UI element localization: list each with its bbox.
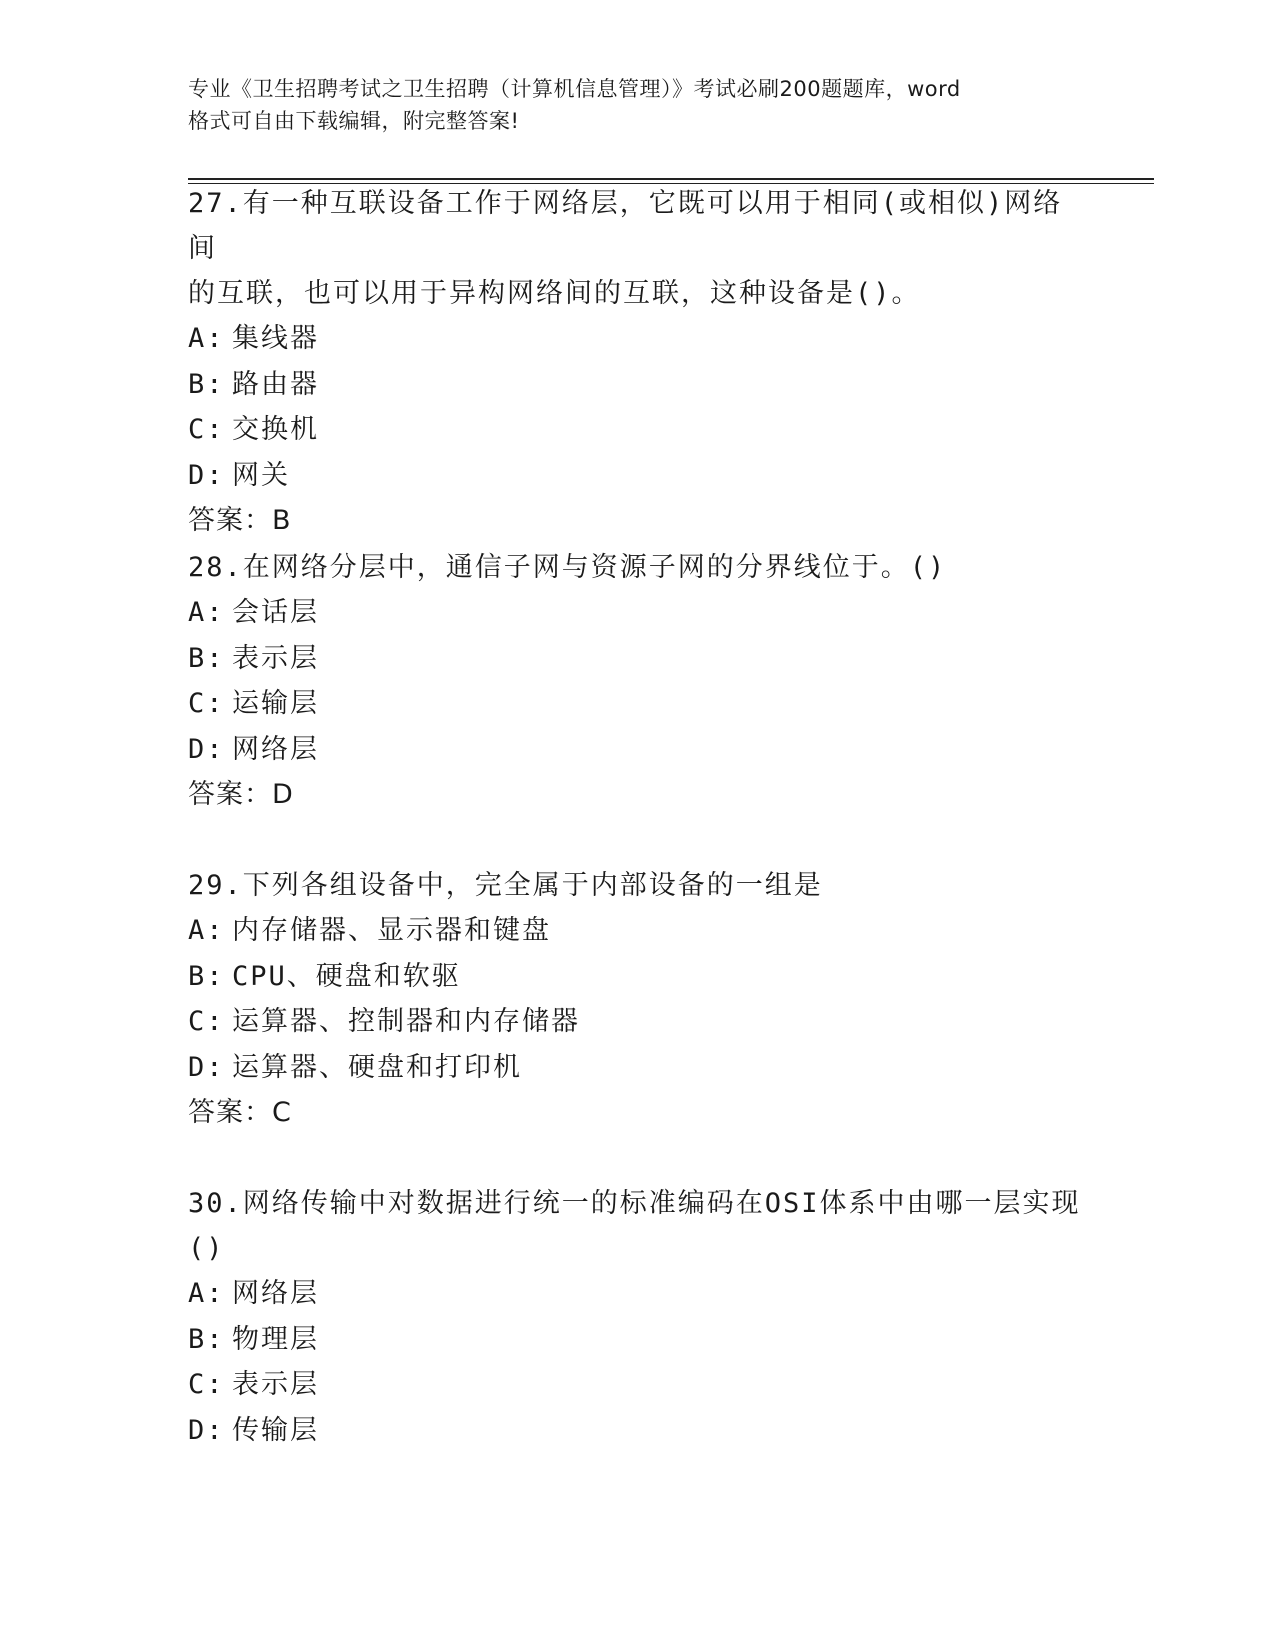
question-28 <box>188 545 1088 818</box>
option-key: A: <box>188 323 225 354</box>
option-text: 内存储器、显示器和键盘 <box>232 915 551 946</box>
option-text: 表示层 <box>232 642 319 674</box>
option-b <box>188 636 1088 682</box>
question-stem-line: () <box>188 1233 225 1264</box>
question-30 <box>188 1181 1088 1453</box>
option-text: 网络层 <box>232 733 319 765</box>
option-text: 会话层 <box>232 597 319 628</box>
option-text: 运算器、硬盘和打印机 <box>232 1051 522 1083</box>
option-text: 运算器、控制器和内存储器 <box>232 1006 580 1037</box>
option-text: 路由器 <box>232 368 319 400</box>
option-key: B: <box>188 642 225 674</box>
header-divider <box>188 178 1154 180</box>
option-text: 网关 <box>232 459 290 491</box>
question-29 <box>188 863 1088 1136</box>
option-a <box>188 590 1088 636</box>
answer-line: 答案：D <box>188 779 294 810</box>
option-key: B: <box>188 960 225 992</box>
option-text: 集线器 <box>232 323 319 354</box>
option-a <box>188 1271 1088 1317</box>
document-header <box>188 73 1088 137</box>
answer-line: 答案：C <box>188 1097 292 1128</box>
option-d <box>188 453 1088 499</box>
option-text: 交换机 <box>232 414 319 445</box>
option-key: D: <box>188 1051 225 1083</box>
option-text: 表示层 <box>232 1369 319 1400</box>
option-key: B: <box>188 1323 225 1355</box>
header-line-1: 专业《卫生招聘考试之卫生招聘（计算机信息管理）》考试必刷200题题库，word <box>188 77 961 101</box>
option-a <box>188 316 1088 362</box>
option-key: C: <box>188 414 225 445</box>
option-key: C: <box>188 1006 225 1037</box>
option-a <box>188 908 1088 954</box>
question-stem-line: 28.在网络分层中，通信子网与资源子网的分界线位于。() <box>188 552 947 583</box>
option-b <box>188 1317 1088 1363</box>
option-key: D: <box>188 733 225 765</box>
option-text: 网络层 <box>232 1278 319 1309</box>
option-d <box>188 1408 1088 1454</box>
header-line-2: 格式可自由下载编辑，附完整答案! <box>188 109 520 133</box>
option-text: 运输层 <box>232 688 319 719</box>
option-d <box>188 727 1088 773</box>
option-key: A: <box>188 1278 225 1309</box>
answer-line: 答案：B <box>188 505 292 536</box>
option-c <box>188 1362 1088 1408</box>
option-text: 物理层 <box>232 1323 319 1355</box>
option-key: B: <box>188 368 225 400</box>
option-key: D: <box>188 459 225 491</box>
question-stem-line: 29.下列各组设备中，完全属于内部设备的一组是 <box>188 870 823 901</box>
option-text: CPU、硬盘和软驱 <box>232 960 461 992</box>
question-stem-line: 27.有一种互联设备工作于网络层，它既可以用于相同(或相似)网络间 <box>188 188 1063 264</box>
option-c <box>188 681 1088 727</box>
option-text: 传输层 <box>232 1414 319 1446</box>
option-c <box>188 999 1088 1045</box>
option-key: A: <box>188 597 225 628</box>
option-b <box>188 954 1088 1000</box>
question-stem-line: 30.网络传输中对数据进行统一的标准编码在OSI体系中由哪一层实现 <box>188 1188 1081 1219</box>
option-key: D: <box>188 1414 225 1446</box>
option-d <box>188 1045 1088 1091</box>
option-b <box>188 362 1088 408</box>
option-key: A: <box>188 915 225 946</box>
question-27 <box>188 181 1088 544</box>
option-c <box>188 407 1088 453</box>
question-stem-line: 的互联，也可以用于异构网络间的互联，这种设备是()。 <box>188 278 921 309</box>
option-key: C: <box>188 688 225 719</box>
option-key: C: <box>188 1369 225 1400</box>
